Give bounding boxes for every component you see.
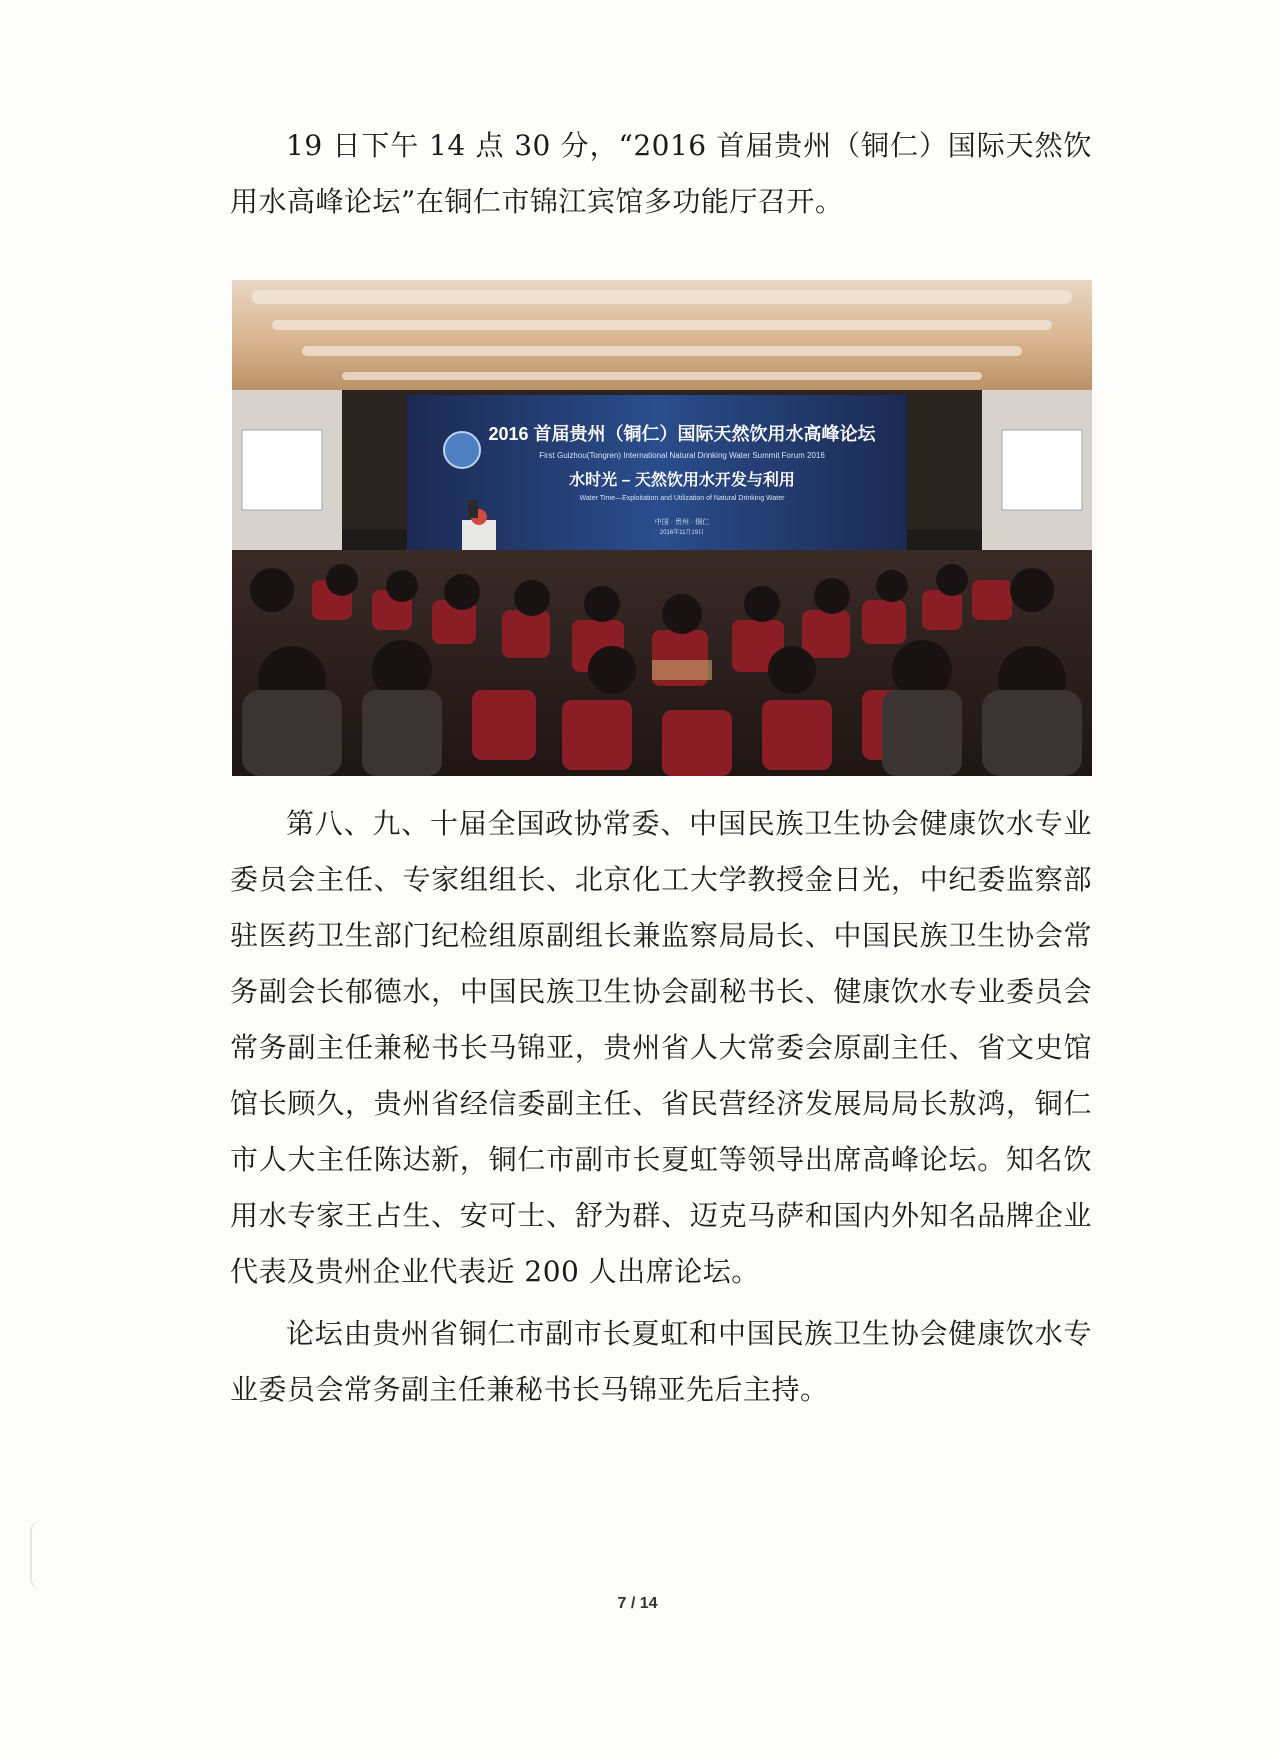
banner-date: 2016年11月19日 (659, 530, 705, 536)
banner-theme: 水时光 – 天然饮用水开发与利用 (569, 472, 795, 489)
scan-artifact (30, 1520, 54, 1590)
paragraph-intro: 19 日下午 14 点 30 分，“2016 首届贵州（铜仁）国际天然饮用水高峰论坛”在铜仁市锦江宾馆多功能厅召开。 (230, 129, 1092, 218)
paragraph-attendees: 第八、九、十届全国政协常委、中国民族卫生协会健康饮水专业委员会主任、专家组组长、北京化工大学教授金日光，中纪委监察部驻医药卫生部门纪检组原副组长兼监察局局长、中国民族卫生协会常务副会长郁德水，中国民族卫生协会副秘书长、健康饮水专业委员会常务副主任兼秘书长马锦亚，贵州省人大常委会原副主任、省文史馆馆长顾久，贵州省经信委副主任、省民营经济发展局局长敖鸿，铜仁市人大主任陈达新，铜仁市副市长夏虹等领导出席高峰论坛。知名饮用水专家王占生、安可士、舒为群、迈克马萨和国内外知名品牌企业代表及贵州企业代表近 200 人出席论坛。 (230, 807, 1092, 1288)
banner-location: 中国 · 贵州 · 铜仁 (654, 519, 710, 526)
banner-title: 2016 首届贵州（铜仁）国际天然饮用水高峰论坛 (488, 424, 876, 444)
banner-theme-en: Water Time—Exploitation and Utilization of Natural Drinking Water (579, 495, 785, 502)
forum-photo (232, 280, 1092, 776)
page-number: 7 / 14 (617, 1595, 658, 1612)
banner-subtitle-en: First Guizhou(Tongren) International Natural Drinking Water Summit Forum 2016 (539, 451, 825, 460)
paragraph-hosts: 论坛由贵州省铜仁市副市长夏虹和中国民族卫生协会健康饮水专业委员会常务副主任兼秘书长马锦亚先后主持。 (230, 1317, 1092, 1406)
